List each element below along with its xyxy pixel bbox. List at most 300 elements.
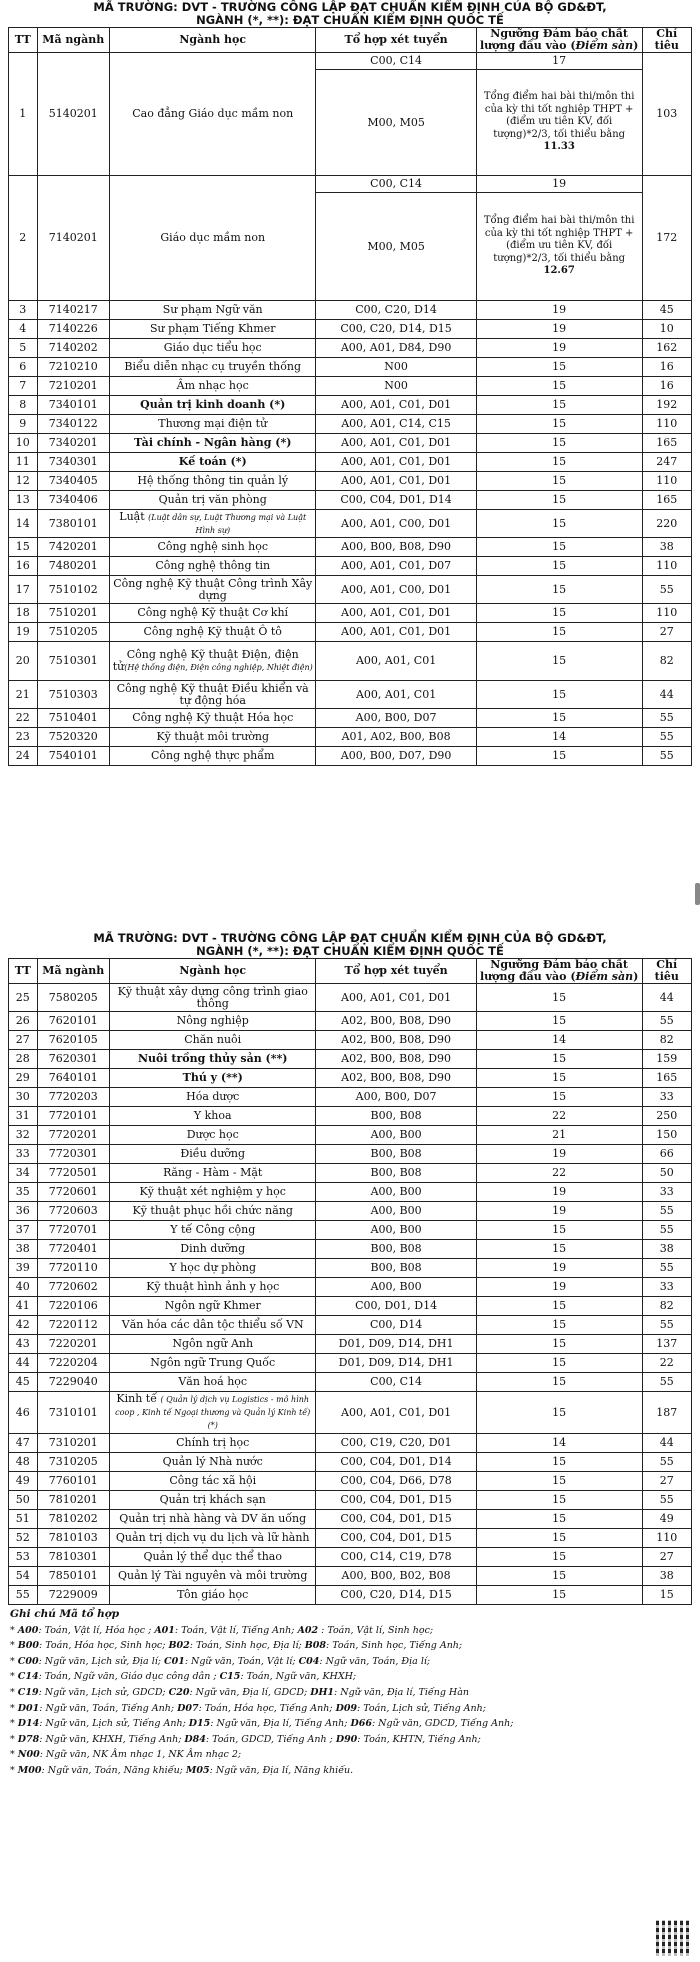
legend-line: * D01: Ngữ văn, Toán, Tiếng Anh; D07: Toán, Hóa học, Tiếng Anh; D09: Toán, Lịch sử, Tiếng Anh; <box>10 1702 486 1714</box>
tt-cell: 2 <box>9 176 38 301</box>
score-cell: 15 <box>476 510 642 538</box>
major-cell: Tài chính - Ngân hàng (*) <box>110 434 316 453</box>
score-cell: 15 <box>476 1491 642 1510</box>
code-cell: 7720602 <box>37 1278 109 1297</box>
quota-cell: 55 <box>642 1259 691 1278</box>
quota-cell: 55 <box>642 1453 691 1472</box>
tt-cell: 46 <box>9 1392 38 1434</box>
code-cell: 7720601 <box>37 1183 109 1202</box>
code-cell: 7140226 <box>37 320 109 339</box>
score-cell: 21 <box>476 1126 642 1145</box>
quota-cell: 22 <box>642 1354 691 1373</box>
code-cell: 7720401 <box>37 1240 109 1259</box>
major-cell: Công nghệ Kỹ thuật Điều khiển và tự động hóa <box>110 681 316 709</box>
major-cell: Ngôn ngữ Trung Quốc <box>110 1354 316 1373</box>
legend-line: * D78: Ngữ văn, KHXH, Tiếng Anh; D84: Toán, GDCD, Tiếng Anh ; D90: Toán, KHTN, Tiếng Anh; <box>10 1733 481 1745</box>
combo-cell: A00, A01, C01, D01 <box>316 623 476 642</box>
combo-cell: C00, C20, D14, D15 <box>316 1586 476 1605</box>
tt-cell: 55 <box>9 1586 38 1605</box>
code-cell: 7580205 <box>37 984 109 1012</box>
combo-cell: C00, C04, D01, D15 <box>316 1510 476 1529</box>
code-cell: 7510401 <box>37 709 109 728</box>
score-cell: 15 <box>476 576 642 604</box>
major-cell: Quản trị khách sạn <box>110 1491 316 1510</box>
tt-cell: 22 <box>9 709 38 728</box>
major-cell: Tôn giáo học <box>110 1586 316 1605</box>
legend-line: * C00: Ngữ văn, Lịch sử, Địa lí; C01: Ngữ văn, Toán, Vật lí; C04: Ngữ văn, Toán, Địa lí; <box>10 1655 431 1667</box>
quota-cell: 16 <box>642 377 691 396</box>
major-cell: Công nghệ thực phẩm <box>110 747 316 766</box>
threshold-italic: Điểm sàn <box>575 970 634 983</box>
quota-cell: 110 <box>642 472 691 491</box>
major-cell: Văn hoá học <box>110 1373 316 1392</box>
combo-code: N00 <box>17 1749 40 1761</box>
tt-cell: 41 <box>9 1297 38 1316</box>
score-cell: 17 <box>476 53 642 70</box>
code-cell: 7220106 <box>37 1297 109 1316</box>
quota-cell: 44 <box>642 1434 691 1453</box>
threshold-label: Ngưỡng Đảm bảo chất lượng đầu vào ( <box>479 958 628 983</box>
table-row <box>9 747 692 766</box>
combo-subjects: : Ngữ văn, Địa lí, GDCD; <box>189 1686 311 1698</box>
score-cell: 19 <box>476 320 642 339</box>
major-cell: Quản lý Nhà nước <box>110 1453 316 1472</box>
score-cell: 15 <box>476 1586 642 1605</box>
major-detail: (Hệ thống điện, Điện công nghiệp, Nhiệt điện) <box>124 662 313 672</box>
table-row <box>9 1335 692 1354</box>
code-cell: 7620101 <box>37 1012 109 1031</box>
tt-cell: 7 <box>9 377 38 396</box>
combo-code: C00 <box>17 1655 39 1667</box>
major-cell: Quản trị văn phòng <box>110 491 316 510</box>
code-cell: 7810201 <box>37 1491 109 1510</box>
quota-header: Chỉ tiêu <box>642 28 691 53</box>
table-row <box>9 1202 692 1221</box>
combo-cell: A00, B00, B02, B08 <box>316 1567 476 1586</box>
combo-cell: A00, A01, C01 <box>316 642 476 681</box>
code-cell: 7850101 <box>37 1567 109 1586</box>
combo-subjects: : Ngữ văn, Toán, Địa lí; <box>319 1655 431 1667</box>
score-cell: 15 <box>476 709 642 728</box>
table-row <box>9 320 692 339</box>
major-cell: Ngôn ngữ Anh <box>110 1335 316 1354</box>
major-header: Ngành học <box>110 28 316 53</box>
combo-subjects: : Toán, Ngữ văn, Giáo dục công dân ; <box>38 1671 220 1683</box>
major-cell: Hệ thống thông tin quản lý <box>110 472 316 491</box>
code-cell: 7340122 <box>37 415 109 434</box>
combo-cell: A02, B00, B08, D90 <box>316 1050 476 1069</box>
major-cell: Y tế Công cộng <box>110 1221 316 1240</box>
code-cell: 7220201 <box>37 1335 109 1354</box>
tt-cell: 23 <box>9 728 38 747</box>
quota-cell: 50 <box>642 1164 691 1183</box>
quota-cell: 10 <box>642 320 691 339</box>
combo-cell: A00, B00 <box>316 1202 476 1221</box>
score-cell: 15 <box>476 1221 642 1240</box>
combo-subjects: : Ngữ văn, NK Âm nhạc 1, NK Âm nhạc 2; <box>39 1749 242 1761</box>
code-cell: 7229040 <box>37 1373 109 1392</box>
score-cell: 15 <box>476 377 642 396</box>
major-name: Kinh tế <box>116 1392 161 1405</box>
tt-cell: 34 <box>9 1164 38 1183</box>
quota-cell: 55 <box>642 576 691 604</box>
combo-cell: A00, B00 <box>316 1183 476 1202</box>
table-row <box>9 1126 692 1145</box>
code-cell: 7720101 <box>37 1107 109 1126</box>
table-row <box>9 557 692 576</box>
combo-cell: C00, C20, D14, D15 <box>316 320 476 339</box>
score-cell: 19 <box>476 176 642 193</box>
combo-header: Tổ hợp xét tuyển <box>316 28 476 53</box>
combo-cell: C00, C14 <box>316 176 476 193</box>
table-row <box>9 1354 692 1373</box>
major-cell: Quản trị dịch vụ du lịch và lữ hành <box>110 1529 316 1548</box>
combo-cell: A00, A01, C00, D01 <box>316 510 476 538</box>
quota-cell: 187 <box>642 1392 691 1434</box>
code-cell: 7340405 <box>37 472 109 491</box>
combo-cell: A00, B00 <box>316 1278 476 1297</box>
combo-cell: C00, C19, C20, D01 <box>316 1434 476 1453</box>
combo-subjects: : Toán, KHTN, Tiếng Anh; <box>357 1733 481 1745</box>
table-row <box>9 1510 692 1529</box>
combo-code: M05 <box>185 1764 210 1776</box>
quota-cell: 33 <box>642 1088 691 1107</box>
quota-cell: 110 <box>642 415 691 434</box>
major-cell: Điều dưỡng <box>110 1145 316 1164</box>
combo-cell: B00, B08 <box>316 1164 476 1183</box>
tt-cell: 15 <box>9 538 38 557</box>
quota-cell: 82 <box>642 1297 691 1316</box>
score-cell: 15 <box>476 623 642 642</box>
tt-cell: 53 <box>9 1548 38 1567</box>
score-cell: 15 <box>476 472 642 491</box>
score-cell: 19 <box>476 1183 642 1202</box>
major-cell: Kỹ thuật hình ảnh y học <box>110 1278 316 1297</box>
code-cell: 7720603 <box>37 1202 109 1221</box>
code-cell: 7520320 <box>37 728 109 747</box>
combo-subjects: : Toán, Hóa học, Tiếng Anh; <box>198 1702 336 1714</box>
quota-cell: 55 <box>642 1012 691 1031</box>
tt-cell: 39 <box>9 1259 38 1278</box>
quota-cell: 172 <box>642 176 691 301</box>
major-name: Công nghệ Kỹ thuật Điện, điện tử <box>112 647 299 673</box>
major-cell: Kỹ thuật môi trường <box>110 728 316 747</box>
major-detail: ( Quản lý dịch vụ Logistics - mô hình coop , Kinh tế Ngoại thương và Quản lý Kinh tế) (*) <box>115 1395 311 1430</box>
score-cell: 22 <box>476 1107 642 1126</box>
table-row <box>9 984 692 1012</box>
tt-cell: 35 <box>9 1183 38 1202</box>
score-cell: 15 <box>476 1392 642 1434</box>
combo-subjects: : Ngữ văn, Toán, Năng khiếu; <box>41 1764 186 1776</box>
table-row <box>9 1240 692 1259</box>
quota-cell: 55 <box>642 747 691 766</box>
score-formula-cell <box>476 70 642 176</box>
combo-code: D84 <box>184 1733 206 1745</box>
code-cell: 7510201 <box>37 604 109 623</box>
tt-cell: 33 <box>9 1145 38 1164</box>
code-cell: 7220112 <box>37 1316 109 1335</box>
table-row <box>9 623 692 642</box>
code-cell: 7140202 <box>37 339 109 358</box>
tt-cell: 48 <box>9 1453 38 1472</box>
combo-code: B08 <box>304 1640 327 1652</box>
tt-cell: 13 <box>9 491 38 510</box>
quota-cell: 150 <box>642 1126 691 1145</box>
legend-line: * B00: Toán, Hóa học, Sinh học; B02: Toán, Sinh học, Địa lí; B08: Toán, Sinh học, Tiếng Anh; <box>10 1640 463 1652</box>
quota-cell: 44 <box>642 681 691 709</box>
score-cell: 15 <box>476 1012 642 1031</box>
quota-cell: 44 <box>642 984 691 1012</box>
combo-code: D15 <box>188 1718 211 1730</box>
score-cell: 15 <box>476 1240 642 1259</box>
code-cell: 7340201 <box>37 434 109 453</box>
major-cell: Thú y (**) <box>110 1069 316 1088</box>
combo-code: D90 <box>335 1733 358 1745</box>
page-title: MÃ TRƯỜNG: DVT - TRƯỜNG CÔNG LẬP ĐẠT CHUẨN KIỂM ĐỊNH CỦA BỘ GD&ĐT, NGÀNH (*, **): ĐẠT CHUẨN KIỂM ĐỊNH QUỐC TẾ <box>93 931 607 958</box>
combo-subjects: : Ngữ văn, Địa lí, Tiếng Anh; <box>210 1718 351 1730</box>
major-cell: Giáo dục tiểu học <box>110 339 316 358</box>
quota-cell: 250 <box>642 1107 691 1126</box>
legend-line: * C14: Toán, Ngữ văn, Giáo dục công dân ; C15: Toán, Ngữ văn, KHXH; <box>10 1671 357 1683</box>
quota-cell: 55 <box>642 1373 691 1392</box>
combo-legend <box>10 1607 700 1779</box>
score-cell: 19 <box>476 1259 642 1278</box>
code-cell: 7210201 <box>37 377 109 396</box>
quota-cell: 220 <box>642 510 691 538</box>
page-edge-tab <box>695 883 700 905</box>
combo-cell: C00, C20, D14 <box>316 301 476 320</box>
major-cell: Văn hóa các dân tộc thiểu số VN <box>110 1316 316 1335</box>
combo-cell: B00, B08 <box>316 1259 476 1278</box>
score-cell: 15 <box>476 1297 642 1316</box>
code-cell: 7220204 <box>37 1354 109 1373</box>
combo-code: D14 <box>17 1718 40 1730</box>
major-cell: Chăn nuôi <box>110 1031 316 1050</box>
code-cell: 7720203 <box>37 1088 109 1107</box>
tt-cell: 27 <box>9 1031 38 1050</box>
combo-code: C01 <box>164 1655 185 1667</box>
tt-cell: 32 <box>9 1126 38 1145</box>
major-cell: Nuôi trồng thủy sản (**) <box>110 1050 316 1069</box>
score-cell: 15 <box>476 1567 642 1586</box>
quota-cell: 247 <box>642 453 691 472</box>
quota-cell: 33 <box>642 1183 691 1202</box>
table-row <box>9 377 692 396</box>
score-cell: 15 <box>476 415 642 434</box>
combo-cell: C00, C04, D01, D14 <box>316 491 476 510</box>
table-row <box>9 1278 692 1297</box>
combo-cell: A02, B00, B08, D90 <box>316 1031 476 1050</box>
quota-cell: 162 <box>642 339 691 358</box>
quota-cell: 55 <box>642 709 691 728</box>
major-cell: Quản trị nhà hàng và DV ăn uống <box>110 1510 316 1529</box>
tt-cell: 43 <box>9 1335 38 1354</box>
tt-cell: 44 <box>9 1354 38 1373</box>
quota-cell: 110 <box>642 1529 691 1548</box>
code-cell: 7420201 <box>37 538 109 557</box>
code-header: Mã ngành <box>37 28 109 53</box>
legend-line: * M00: Ngữ văn, Toán, Năng khiếu; M05: Ngữ văn, Địa lí, Năng khiếu. <box>10 1764 354 1776</box>
score-cell: 15 <box>476 681 642 709</box>
major-cell: Kỹ thuật phục hồi chức năng <box>110 1202 316 1221</box>
table-row <box>9 434 692 453</box>
code-cell: 7340101 <box>37 396 109 415</box>
qr-code <box>656 1920 692 1956</box>
major-cell <box>110 642 316 681</box>
threshold-header <box>476 28 642 53</box>
score-cell: 15 <box>476 1316 642 1335</box>
score-cell: 15 <box>476 1472 642 1491</box>
combo-cell: C00, C14 <box>316 1373 476 1392</box>
quota-cell: 38 <box>642 1567 691 1586</box>
score-cell: 19 <box>476 1278 642 1297</box>
quota-cell: 27 <box>642 1548 691 1567</box>
score-cell: 14 <box>476 1434 642 1453</box>
combo-cell: D01, D09, D14, DH1 <box>316 1354 476 1373</box>
combo-cell: A00, B00, D07 <box>316 709 476 728</box>
header-row <box>9 28 692 53</box>
table-row <box>9 510 692 538</box>
major-cell: Công tác xã hội <box>110 1472 316 1491</box>
table-row <box>9 358 692 377</box>
table-row <box>9 472 692 491</box>
table-row <box>9 642 692 681</box>
tt-cell: 31 <box>9 1107 38 1126</box>
score-cell: 15 <box>476 358 642 377</box>
tt-cell: 51 <box>9 1510 38 1529</box>
major-cell: Quản trị kinh doanh (*) <box>110 396 316 415</box>
score-cell: 15 <box>476 434 642 453</box>
tt-cell: 11 <box>9 453 38 472</box>
table-row <box>9 576 692 604</box>
tt-cell: 36 <box>9 1202 38 1221</box>
tt-cell: 47 <box>9 1434 38 1453</box>
tt-cell: 14 <box>9 510 38 538</box>
code-cell: 7640101 <box>37 1069 109 1088</box>
tt-cell: 8 <box>9 396 38 415</box>
combo-cell: B00, B08 <box>316 1240 476 1259</box>
combo-code: C20 <box>168 1686 190 1698</box>
combo-subjects: : Ngữ văn, Địa lí, Năng khiếu. <box>209 1764 354 1776</box>
code-cell: 7810103 <box>37 1529 109 1548</box>
score-cell: 15 <box>476 1510 642 1529</box>
major-cell: Âm nhạc học <box>110 377 316 396</box>
tt-cell: 6 <box>9 358 38 377</box>
combo-cell: C00, C14 <box>316 53 476 70</box>
major-cell: Quản lý thể dục thể thao <box>110 1548 316 1567</box>
quota-cell: 55 <box>642 1316 691 1335</box>
combo-cell: A02, B00, B08, D90 <box>316 1012 476 1031</box>
quota-cell: 159 <box>642 1050 691 1069</box>
quota-cell: 38 <box>642 538 691 557</box>
combo-cell: N00 <box>316 377 476 396</box>
quota-cell: 27 <box>642 623 691 642</box>
tt-cell: 3 <box>9 301 38 320</box>
tt-cell: 37 <box>9 1221 38 1240</box>
tt-cell: 18 <box>9 604 38 623</box>
major-cell: Kế toán (*) <box>110 453 316 472</box>
tt-cell: 28 <box>9 1050 38 1069</box>
code-cell: 7720501 <box>37 1164 109 1183</box>
combo-cell: A00, B00 <box>316 1221 476 1240</box>
table-row <box>9 1567 692 1586</box>
score-cell: 19 <box>476 1145 642 1164</box>
table-row <box>9 53 692 70</box>
admission-table-2 <box>8 958 692 1605</box>
combo-cell: C00, C04, D01, D15 <box>316 1491 476 1510</box>
score-cell: 15 <box>476 557 642 576</box>
tt-cell: 5 <box>9 339 38 358</box>
table-row <box>9 1297 692 1316</box>
quota-cell: 165 <box>642 491 691 510</box>
major-cell: Nông nghiệp <box>110 1012 316 1031</box>
score-cell: 15 <box>476 1529 642 1548</box>
major-cell: Cao đẳng Giáo dục mầm non <box>110 53 316 176</box>
tt-cell: 38 <box>9 1240 38 1259</box>
major-cell <box>110 510 316 538</box>
table-row <box>9 1472 692 1491</box>
combo-code: DH1 <box>310 1686 335 1698</box>
code-cell: 7760101 <box>37 1472 109 1491</box>
code-cell: 7810301 <box>37 1548 109 1567</box>
threshold-end: ) <box>633 970 639 983</box>
code-cell: 7480201 <box>37 557 109 576</box>
legend-line: * C19: Ngữ văn, Lịch sử, GDCD; C20: Ngữ văn, Địa lí, GDCD; DH1: Ngữ văn, Địa lí, Tiếng Hàn <box>10 1686 469 1698</box>
quota-cell: 165 <box>642 1069 691 1088</box>
quota-cell: 82 <box>642 1031 691 1050</box>
combo-code: M00 <box>17 1764 42 1776</box>
table-row <box>9 1453 692 1472</box>
code-cell: 7140201 <box>37 176 109 301</box>
table-row <box>9 1548 692 1567</box>
score-cell: 15 <box>476 538 642 557</box>
major-header: Ngành học <box>110 959 316 984</box>
combo-subjects: : Ngữ văn, KHXH, Tiếng Anh; <box>39 1733 185 1745</box>
combo-cell: A01, A02, B00, B08 <box>316 728 476 747</box>
tt-cell: 26 <box>9 1012 38 1031</box>
quota-cell: 55 <box>642 1221 691 1240</box>
tt-cell: 19 <box>9 623 38 642</box>
code-cell: 7810202 <box>37 1510 109 1529</box>
table-row <box>9 709 692 728</box>
major-cell: Công nghệ sinh học <box>110 538 316 557</box>
major-cell <box>110 1392 316 1434</box>
major-cell: Răng - Hàm - Mặt <box>110 1164 316 1183</box>
quota-cell: 192 <box>642 396 691 415</box>
tt-cell: 54 <box>9 1567 38 1586</box>
combo-subjects: : Ngữ văn, Lịch sử, Địa lí; <box>38 1655 165 1667</box>
major-cell: Ngôn ngữ Khmer <box>110 1297 316 1316</box>
score-cell: 15 <box>476 1548 642 1567</box>
score-cell: 15 <box>476 1069 642 1088</box>
table-row <box>9 339 692 358</box>
major-cell: Công nghệ Kỹ thuật Cơ khí <box>110 604 316 623</box>
major-cell: Y khoa <box>110 1107 316 1126</box>
score-cell: 19 <box>476 1202 642 1221</box>
combo-subjects: : Toán, Ngữ văn, KHXH; <box>240 1671 357 1683</box>
combo-subjects: : Toán, Lịch sử, Tiếng Anh; <box>357 1702 486 1714</box>
combo-code: D09 <box>335 1702 358 1714</box>
combo-cell: A00, A01, C01, D01 <box>316 984 476 1012</box>
code-cell: 7340301 <box>37 453 109 472</box>
code-cell: 7510301 <box>37 642 109 681</box>
combo-subjects: : Toán, Hóa học, Sinh học; <box>39 1640 169 1652</box>
code-cell: 7229009 <box>37 1586 109 1605</box>
quota-cell: 110 <box>642 604 691 623</box>
tt-cell: 42 <box>9 1316 38 1335</box>
tt-cell: 50 <box>9 1491 38 1510</box>
combo-code: A00 <box>17 1624 39 1636</box>
